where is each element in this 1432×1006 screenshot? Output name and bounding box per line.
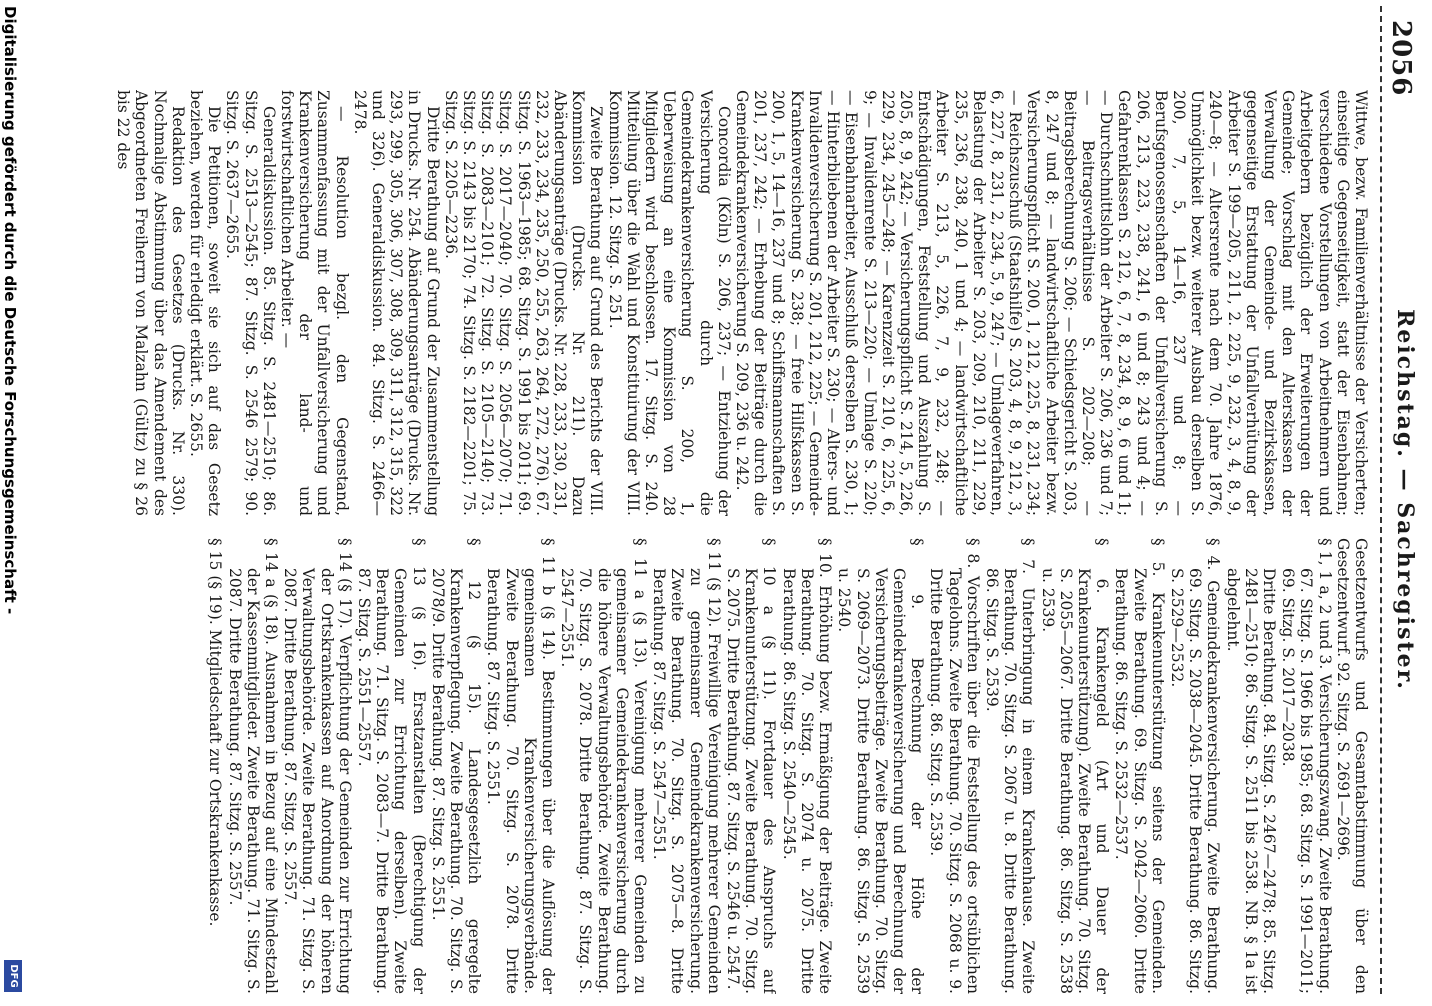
left-paragraph: Redaktion des Gesetzes (Drucks. Nr. 330). Nochmalige Abstimmung über das Amendement des Abgeordneten Freiherrn von Malzahn (Gültz) zu § 26 bis 22 des <box>114 90 187 516</box>
left-paragraph: Concordia (Köln) S. 206, 237; — Entziehung der Versicherung durch die Gemeindekrankenversicherung S. 200, 1, Ueberweisung an eine Kommission von 28 Mitgliedern wird beschlossen. 17. Sitzg. S. 240. Mitteilung über die Wahl und Konstituirung der VIII. Kommission. 12. Sitzg. S. 251. <box>605 90 733 516</box>
index-entry <box>835 538 926 994</box>
left-paragraph: Die Petitionen, soweit sie sich auf das Gesetz beziehen, werden für erledigt erklärt. S. 2655. <box>187 90 224 516</box>
section-label: § 11 a (§ 13). <box>631 538 650 668</box>
entry-text: Gesetzentwurfs und Gesamtabstimmung über den Gesetzentwurf. 92. Sitzg. S. 2691—2696. <box>1333 538 1370 994</box>
index-entry <box>1112 538 1167 994</box>
section-label: § 4. <box>1204 538 1223 571</box>
section-label: § 11 (§ 12). <box>704 538 723 628</box>
section-label: § 14 a (§ 18). <box>262 538 281 645</box>
left-paragraph: Wittwe, bezw. Familienverhältnisse der Versicherten; einseitige Gegenseitigkeit, statt der Eisenbahnen; verschiedene Vorstellungen von Arbeitnehmern und Arbeitgebern bezüglich der Erweiterungen der Gemeinde; Vorschlag mit den Alterskassen der Verwaltung der Gemeinde- und Bezirkskassen, gegenseitige Erstattung der Unfallverhütung der Arbeiter S. 199—205, 211, 2. 225, 9, 232, 3, 4, 8, 9, 240—8; — Altersrente nach dem 70. Jahre 1876, Unmöglichkeit bezw. weiterer Ausbau derselben S. 200, 7, 5, 14—16, 237 und 8; — Berufsgenossenschaften der Unfallversicherung S. 206, 213, 223, 238, 241, 6 und 8; 243 und 4; — Gefahrenklassen S. 212, 6, 7, 8, 234, 8, 9, 6 und 11; — Durchschnittslohn der Arbeiter S. 206, 236 und 7; — Beitragsverhältnisse S. 202—208; — Beitragsberechnung S. 206; — Schiedsgericht S. 203, 8, 247 und 8; — landwirtschaftliche Arbeiter bezw. Versicherungspflicht S. 200, 1, 212, 225, 8, 231, 234; — Reichszuschuß (Staatshilfe) S. 203, 4, 8, 9, 212, 3, 6, 227, 8, 231, 2, 234, 5, 9, 247; — Umlageverfahren, Belastung der Arbeiter S. 203, 209, 210, 211, 229, 235, 236, 238, 240, 1 und 4; — landwirtschaftliche Arbeiter S. 213, 5, 226, 7, 9, 232, 248; — Entschädigungen, Feststellung und Auszahlung S. 205, 8, 9, 242; — Versicherungspflicht S. 214, 5, 226, 229, 234, 245—248; — Karenzzeit S. 210, 6, 225, 6, 9; — Invalidenrente S. 213—220; — Umlage S. 220; — Eisenbahnarbeiter, Ausschluß derselben S. 230, 1; — Hinterbliebenen der Arbeiter S. 230; — Alters- und Invalidenversicherung S. 201, 212, 225; — Gemeinde-Krankenversicherung S. 238; — freie Hilfskassen S. 200, 1, 5, 14—16, 237 und 8; Schiffsmannschaften S. 201, 237, 242; — Erhebung der Beiträge durch die Gemeindekrankenversicherung S. 209, 236 u. 242. <box>733 90 1370 516</box>
section-label: § 11 b (§ 14). <box>539 538 558 660</box>
index-entry <box>780 538 835 994</box>
section-label: § 7. <box>1019 538 1038 575</box>
section-label: § 12 (§ 15). <box>465 538 484 714</box>
entry-text: Ersatzanstalten (Berechtigung der Gemeinden zur Errichtung derselben). Zweite Berathung. 71. Sitzg. S. 2083—7. Dritte Berathung. 87. Sitzg. S. 2551—2557. <box>355 568 428 994</box>
entry-text: Krankengeld (Art und Dauer der Krankenunterstützung). Zweite Berathung. 70. Sitzg. S. 2055—2067. Dritte Berathung. 86. Sitzg. S. 2538 u. 2539. <box>1038 568 1112 994</box>
section-label: § 5. <box>1148 538 1167 577</box>
section-label: § 15 (§ 19). <box>206 538 225 625</box>
section-label: § 10. <box>816 538 835 578</box>
index-entry <box>983 538 1038 994</box>
entry-text: Unterbringung in einem Krankenhause. Zweite Berathung. 70. Sitzg. S. 2067 u. 8. Dritte Berathung. 86. Sitzg. S. 2539. <box>982 568 1038 994</box>
page-number: 2056 <box>1386 20 1416 97</box>
section-label: § 10 a (§ 11). <box>760 538 779 700</box>
section-label: § 1, 1 a, 2 und 3. <box>1315 538 1334 670</box>
section-label: § 8. <box>963 538 982 569</box>
entry-text: Versicherungszwang. Zweite Berathung. 67. Sitzg. S. 1966 bis 1985; 68. Sitzg. S. 1991—2011; 69. Sitzg. S. 2017—2038. <box>1279 568 1334 994</box>
left-paragraph: Zweite Berathung auf Grund des Berichts der VIII. Kommission (Drucks. Nr. 211). Dazu Abänderungsanträge (Drucks. Nr. 228, 233, 230, 231, 232, 233, 234, 235, 250, 255, 263, 264, 272, 276). 67. Sitzg. S. 1963—1985; 68. Sitzg. S. 1991 bis 2011; 69. Sitzg. S. 2017—2040; 70. Sitzg. S. 2056—2070; 71. Sitzg. S. 2083—2101; 72. Sitzg. S. 2105—2140; 73. Sitzg. S. 2143 bis 2170; 74. Sitzg. S. 2182—2201; 75. Sitzg. S. 2205—2236. <box>441 90 606 516</box>
entry-text: Bestimmungen über die Auflösung der gemeinsamen Krankenversicherungsverbände. Zweite Berathung. 70. Sitzg. S. 2078. Dritte Berathung. 87. Sitzg. S. 2551. <box>484 568 558 994</box>
index-entry <box>206 538 224 994</box>
entry-text: Erhöhung bezw. Ermäßigung der Beiträge. Zweite Berathung. 70. Sitzg. S. 2074 u. 2075. Dritte Berathung. 86. Sitzg. S. 2540—2545. <box>779 568 835 994</box>
left-paragraph: — Resolution bezgl. den Gegenstand, Zusammenfassung mit der Unfallversicherung und Krankenversicherung der land- und forstwirtschaftlichen Arbeiter. — <box>278 90 351 516</box>
index-entry <box>1168 538 1223 994</box>
entry-text: Fortdauer des Anspruchs auf Krankenunterstützung. Zweite Berathung. 70. Sitzg. S. 2075. Dritte Berathung. 87. Sitzg. S. 2546 u. 2547. <box>724 568 779 994</box>
dfg-logo: DFG <box>4 960 22 992</box>
entry-text: Mitgliedschaft zur Ortskrankenkasse. <box>206 624 225 927</box>
index-entry <box>1279 538 1334 994</box>
index-subentry <box>1223 538 1278 994</box>
entry-text: Ausnahmen in Bezug auf eine Mindestzahl der Kassenmitglieder. Zweite Berathung. 71. Sitzg. S. 2087. Dritte Berathung. 87. Sitzg. S. 2557. <box>225 568 281 994</box>
index-entry <box>484 538 557 994</box>
entry-text: Krankenunterstützung seitens der Gemeinden. Zweite Berathung. 69. Sitzg. S. 2042—2060. Dritte Berathung. 86. Sitzg. S. 2532—2537. <box>1112 568 1167 994</box>
header-rule <box>1380 6 1382 994</box>
index-entry <box>225 538 280 994</box>
entry-text: Landesgesetzlich geregelte Krankenverpflegung. Zweite Berathung. 70. Sitzg. S. 2078/9. Dritte Berathung. 87. Sitzg. S. 2551. <box>428 568 484 994</box>
page-title: Reichstag. — Sachregister. <box>1392 309 1418 691</box>
entry-text: Dritte Berathung. 84. Sitzg. S. 2467—2478; 85. Sitzg. 2481—2510; 86. Sitzg. S. 2511 bis 2538. NB. § 1a ist abgelehnt. <box>1223 568 1278 994</box>
index-entry <box>281 538 354 994</box>
section-label: § 9. <box>908 538 927 610</box>
section-label: § 13 (§ 16). <box>409 538 428 671</box>
index-entry <box>355 538 428 994</box>
digitization-footer: Digitalisierung gefördert durch die Deutsche Forschungsgemeinschaft - <box>1 6 19 615</box>
index-entry <box>927 538 982 994</box>
entry-text: Vereinigung mehrerer Gemeinden zu gemeinsamer Gemeindekrankenversicherung durch die höhere Verwaltungsbehörde. Zweite Berathung. 70. Sitzg. S. 2078. Dritte Berathung. 87. Sitzg. S. 2547—2551. <box>558 568 650 994</box>
left-paragraph: Dritte Berathung auf Grund der Zusammenstellung in Drucks. Nr. 254. Abänderungsanträge (Drucks. Nr. 293, 299, 305, 306, 307, 308, 309, 311, 312, 315, 322 und 326). Generaldiskussion. 84. Sitzg. S. 2466—2478. <box>350 90 442 516</box>
index-entry <box>724 538 779 994</box>
entry-text: Berechnung der Höhe der Gemeindekrankenversicherung und Berechnung der Versicherungsbeiträge. Zweite Berathung. 70. Sitzg. S. 2069—2073. Dritte Berathung. 86. Sitzg. S. 2539 u. 2540. <box>835 568 927 994</box>
right-column <box>50 538 1370 994</box>
index-entry <box>650 538 723 994</box>
index-entry <box>429 538 484 994</box>
entry-text: Freiwillige Vereinigung mehrerer Gemeinden zu gemeinsamer Gemeindekrankenversicherung. Zweite Berathung. 70. Sitzg. S. 2075—8. Dritte Berathung. 87. Sitzg. S. 2547—2551. <box>650 568 723 994</box>
left-column <box>50 90 1370 516</box>
left-paragraph: Generaldiskussion. 85. Sitzg. S. 2481—2510; 86. Sitzg. S. 2513—2545; 87. Sitzg. S. 2546 2579; 90. Sitzg. S. 2637—2655. <box>223 90 278 516</box>
index-entry <box>1038 538 1111 994</box>
right-paragraph <box>1334 538 1370 994</box>
section-label: § 6. <box>1093 538 1112 594</box>
index-entry <box>558 538 649 994</box>
entry-text: Vorschriften über die Feststellung des ortsüblichen Tagelohns. Zweite Berathung. 70. Sitzg. S. 2068 u. 9. Dritte Berathung. 86. Sitzg. S. 2539. <box>927 568 982 994</box>
entry-text: Verpflichtung der Gemeinden zur Errichtung der Ortskrankenkassen auf Anordnung der höheren Verwaltungsbehörde. Zweite Berathung. 71. Sitzg. S. 2087. Dritte Berathung. 87. Sitzg. S. 2557. <box>281 568 354 994</box>
entry-text: Gemeindekrankenversicherung. Zweite Berathung. 69. Sitzg. S. 2038—2045. Dritte Berathung. 86. Sitzg. S. 2529—2532. <box>1167 568 1223 994</box>
section-label: § 14 (§ 17). <box>335 538 354 629</box>
